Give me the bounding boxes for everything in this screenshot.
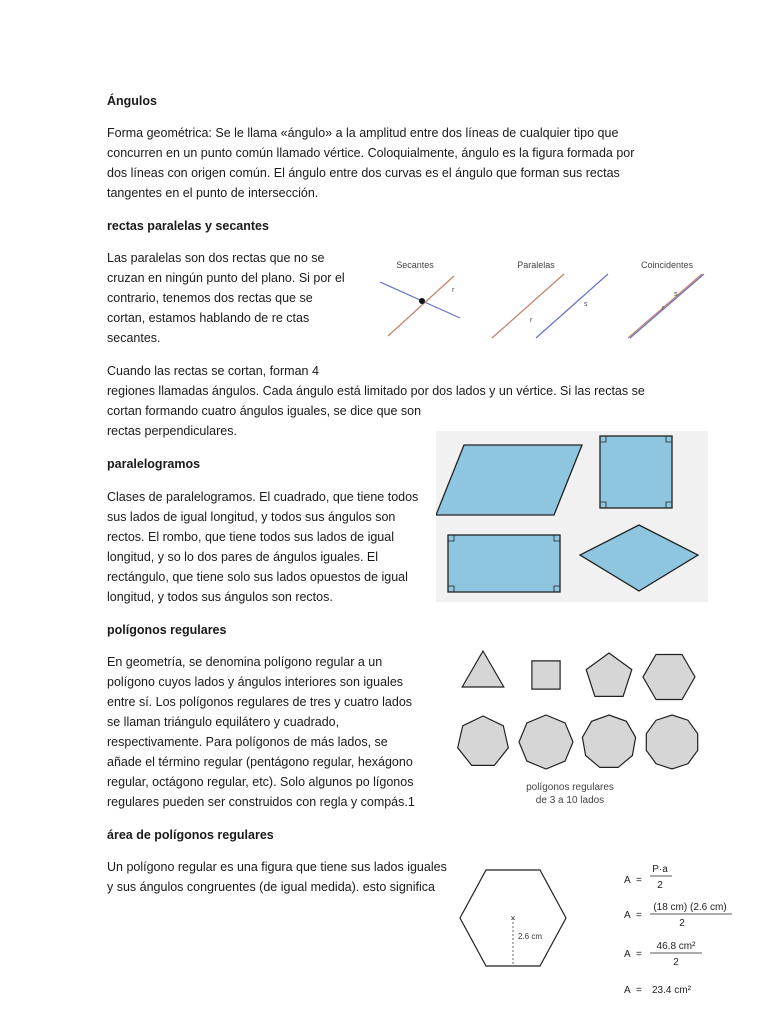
coincident-line-red bbox=[628, 274, 702, 338]
lines-figure bbox=[368, 252, 713, 348]
rectas-line: cortan, estamos hablando de re ctas bbox=[107, 311, 310, 325]
coincidentes-label: Coincidentes bbox=[640, 260, 694, 270]
pentagon-shape bbox=[586, 653, 632, 696]
formula-eq: = bbox=[636, 910, 642, 921]
poligonos-line: polígono cuyos lados y ángulos interiores son iguales bbox=[107, 675, 404, 689]
decagon-shape bbox=[646, 715, 697, 769]
square-polygon-shape bbox=[532, 661, 560, 689]
intro-line: tangentes en el punto de intersección. bbox=[107, 186, 319, 200]
formula-num1: P·a bbox=[652, 864, 668, 875]
paralelogramos-line: longitud, y so lo dos pares de ángulos iguales. El bbox=[107, 550, 379, 564]
paralelogramos-line: longitud, y todos sus ángulos son rectos. bbox=[107, 590, 333, 604]
rectas-line: Cuando las rectas se cortan, forman 4 bbox=[107, 364, 319, 378]
poligonos-line: se llaman triángulo equilátero y cuadrado, bbox=[107, 715, 340, 729]
poligonos-line: añade el término regular (pentágono regular, hexágono bbox=[107, 755, 413, 769]
hexagon-shape bbox=[643, 655, 695, 700]
paralelas-label: Paralelas bbox=[517, 260, 555, 270]
poligonos-line: respectivamente. Para polígonos de más lados, se bbox=[107, 735, 388, 749]
coincident-r-label: r bbox=[662, 305, 665, 312]
paralelogramos-line: rectángulo, que tiene solo sus lados opuestos de igual bbox=[107, 570, 408, 584]
triangle-shape bbox=[462, 651, 504, 687]
paralelogramos-line: rectos. El rombo, que tiene todos sus lados de igual bbox=[107, 530, 394, 544]
parallelograms-figure bbox=[436, 431, 708, 602]
octagon-shape bbox=[519, 715, 573, 769]
secant-line-red bbox=[388, 276, 454, 336]
polygons-caption-line1: polígonos regulares bbox=[526, 782, 614, 793]
formula-den: 2 bbox=[679, 918, 685, 929]
formula-lhs: A bbox=[624, 910, 631, 921]
parallel-line-red bbox=[492, 274, 564, 338]
coincident-line-blue bbox=[630, 274, 704, 338]
poligonos-line: entre sí. Los polígonos regulares de tres y cuatro lados bbox=[107, 695, 413, 709]
formula-eq: = bbox=[636, 875, 642, 886]
hexagon-area-figure bbox=[458, 866, 568, 970]
paralelogramos-line: sus lados de igual longitud, y todos sus ángulos son bbox=[107, 510, 396, 524]
rectas-line: Las paralelas son dos rectas que no se bbox=[107, 251, 325, 265]
formula-result: 23.4 cm² bbox=[652, 985, 691, 996]
rectas-line: rectas perpendiculares. bbox=[107, 424, 237, 438]
secant-r-label: r bbox=[452, 287, 455, 294]
parallel-s-label: s bbox=[584, 301, 588, 308]
poligonos-heading: polígonos regulares bbox=[107, 623, 227, 637]
area-formula bbox=[620, 856, 738, 1000]
polygons-caption-line2: de 3 a 10 lados bbox=[535, 795, 605, 806]
rectas-line: cortan formando cuatro ángulos iguales, se dice que son bbox=[107, 404, 422, 418]
rectas-line: secantes. bbox=[107, 331, 161, 345]
formula-den: 2 bbox=[657, 880, 663, 891]
heptagon-shape bbox=[458, 716, 509, 765]
area-line: y sus ángulos congruentes (de igual medida). esto significa bbox=[107, 880, 435, 894]
intro-line: concurren en un punto común llamado vértice. Coloquialmente, ángulo es la figura formada por bbox=[107, 146, 635, 160]
formula-eq: = bbox=[636, 985, 642, 996]
secantes-label: Secantes bbox=[396, 260, 434, 270]
paralelogramos-line: Clases de paralelogramos. El cuadrado, que tiene todos bbox=[107, 490, 419, 504]
formula-lhs: A bbox=[624, 949, 631, 960]
square-shape bbox=[600, 436, 672, 508]
parallel-r-label: r bbox=[530, 317, 533, 324]
rectas-heading: rectas paralelas y secantes bbox=[107, 219, 269, 233]
rectas-line: cruzan en ningún punto del plano. Si por el bbox=[107, 271, 345, 285]
page-title: Ángulos bbox=[107, 94, 157, 108]
formula-eq: = bbox=[636, 949, 642, 960]
formula-num3: 46.8 cm² bbox=[656, 941, 696, 952]
formula-den: 2 bbox=[673, 957, 679, 968]
area-line: Un polígono regular es una figura que tiene sus lados iguales bbox=[107, 860, 447, 874]
formula-lhs: A bbox=[624, 985, 631, 996]
poligonos-line: regular, octágono regular, etc). Solo algunos po lígonos bbox=[107, 775, 414, 789]
intro-line: dos líneas con origen común. El ángulo entre dos curvas es el ángulo que forman sus rectas bbox=[107, 166, 620, 180]
rectas-line: contrario, tenemos dos rectas que se bbox=[107, 291, 313, 305]
coincident-s-label: s bbox=[674, 291, 678, 298]
paralelogramos-heading: paralelogramos bbox=[107, 457, 201, 471]
area-heading: área de polígonos regulares bbox=[107, 828, 274, 842]
apothem-label: 2.6 cm bbox=[518, 932, 543, 941]
parallel-line-blue bbox=[536, 274, 608, 338]
intersection-point bbox=[419, 298, 425, 304]
formula-num2: (18 cm) (2.6 cm) bbox=[653, 902, 727, 913]
poligonos-line: En geometría, se denomina polígono regular a un bbox=[107, 655, 383, 669]
rectangle-shape bbox=[448, 535, 560, 592]
rectas-line: regiones llamadas ángulos. Cada ángulo está limitado por dos lados y un vértice. Si las rectas se bbox=[107, 384, 645, 398]
nonagon-shape bbox=[582, 715, 635, 767]
formula-lhs: A bbox=[624, 875, 631, 886]
intro-line: Forma geométrica: Se le llama «ángulo» a la amplitud entre dos líneas de cualquier tipo que bbox=[107, 126, 619, 140]
center-mark-icon: × bbox=[510, 913, 516, 923]
regular-polygons-figure bbox=[448, 650, 716, 810]
poligonos-line: regulares pueden ser construidos con regla y compás.1 bbox=[107, 795, 415, 809]
